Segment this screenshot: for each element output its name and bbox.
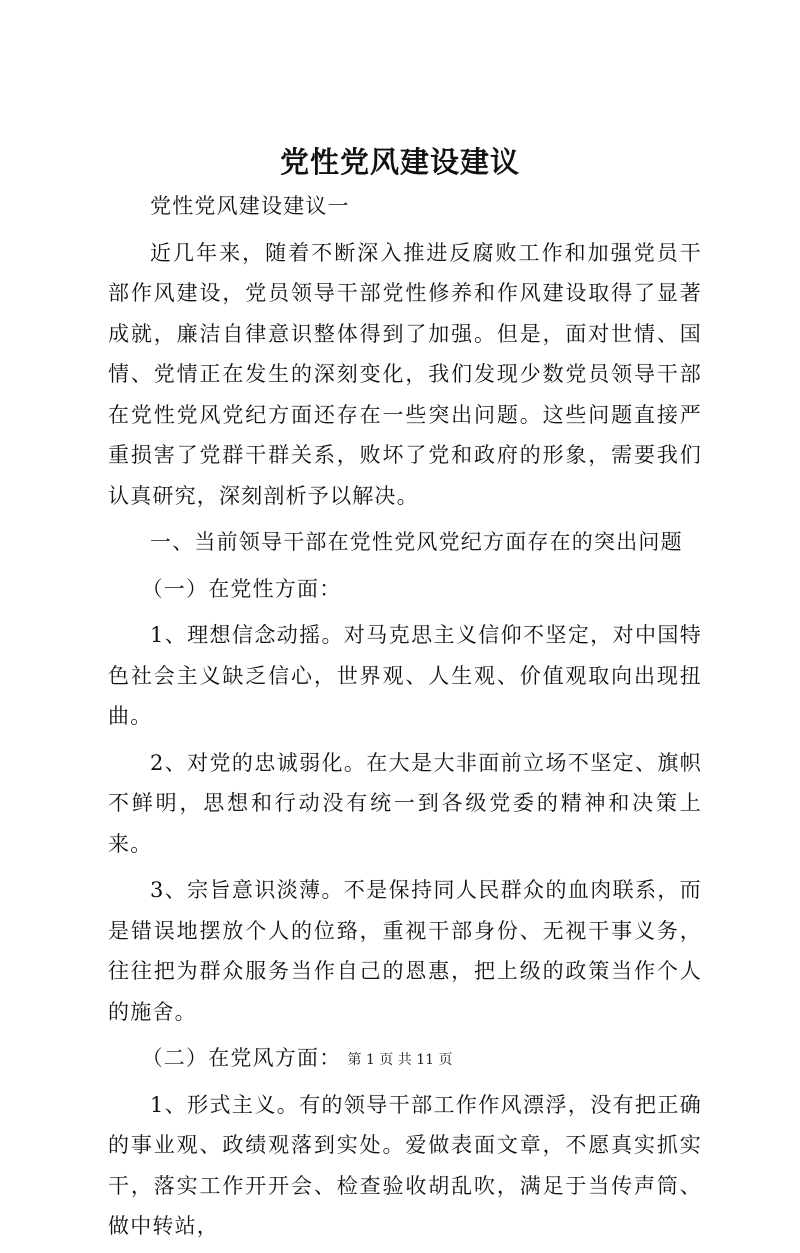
document-title: 党性党风建设建议 (279, 145, 520, 179)
intro-paragraph: 近几年来，随着不断深入推进反腐败工作和加强党员干部作风建设，党员领导干部党性修养和作风建设取得了显著成就，廉洁自律意识整体得到了加强。但是，面对世情、国情、党情正在发生的深刻变化，我们发现少数党员领导干部在党性党风党纪方面还存在一些突出问题。这些问题直接严重损害了党群干群关系，败坏了党和政府的形象，需要我们认真研究，深刻剖析予以解决。 (108, 240, 702, 508)
subsection-heading: （二）在党风方面： (141, 1046, 342, 1070)
section-heading: 一、当前领导干部在党性党风党纪方面存在的突出问题 (150, 530, 683, 554)
body-paragraph: 1、理想信念动摇。对马克思主义信仰不坚定，对中国特色社会主义缺乏信心，世界观、人生观、价值观取向出现扭曲。 (108, 623, 702, 728)
body-paragraph: 3、宗旨意识淡薄。不是保持同人民群众的血肉联系，而是错误地摆放个人的位臵，重视干部身份、无视干事义务，往往把为群众服务当作自己的恩惠，把上级的政策当作个人的施舍。 (108, 878, 702, 1024)
page-number: 第 1 页 共 11 页 (347, 1052, 453, 1068)
body-paragraph: 2、对党的忠诚弱化。在大是大非面前立场不坚定、旗帜不鲜明，思想和行动没有统一到各级党委的精神和决策上来。 (108, 750, 702, 856)
document-body (108, 186, 702, 1253)
body-paragraph: 1、形式主义。有的领导干部工作作风漂浮，没有把正确的事业观、政绩观落到实处。爱做表面文章，不愿真实抓实干，落实工作开开会、检查验收胡乱吹，满足于当传声筒、做中转站， (108, 1092, 702, 1238)
subsection-heading: （一）在党性方面： (141, 576, 342, 601)
section-heading: 党性党风建设建议一 (150, 194, 350, 218)
